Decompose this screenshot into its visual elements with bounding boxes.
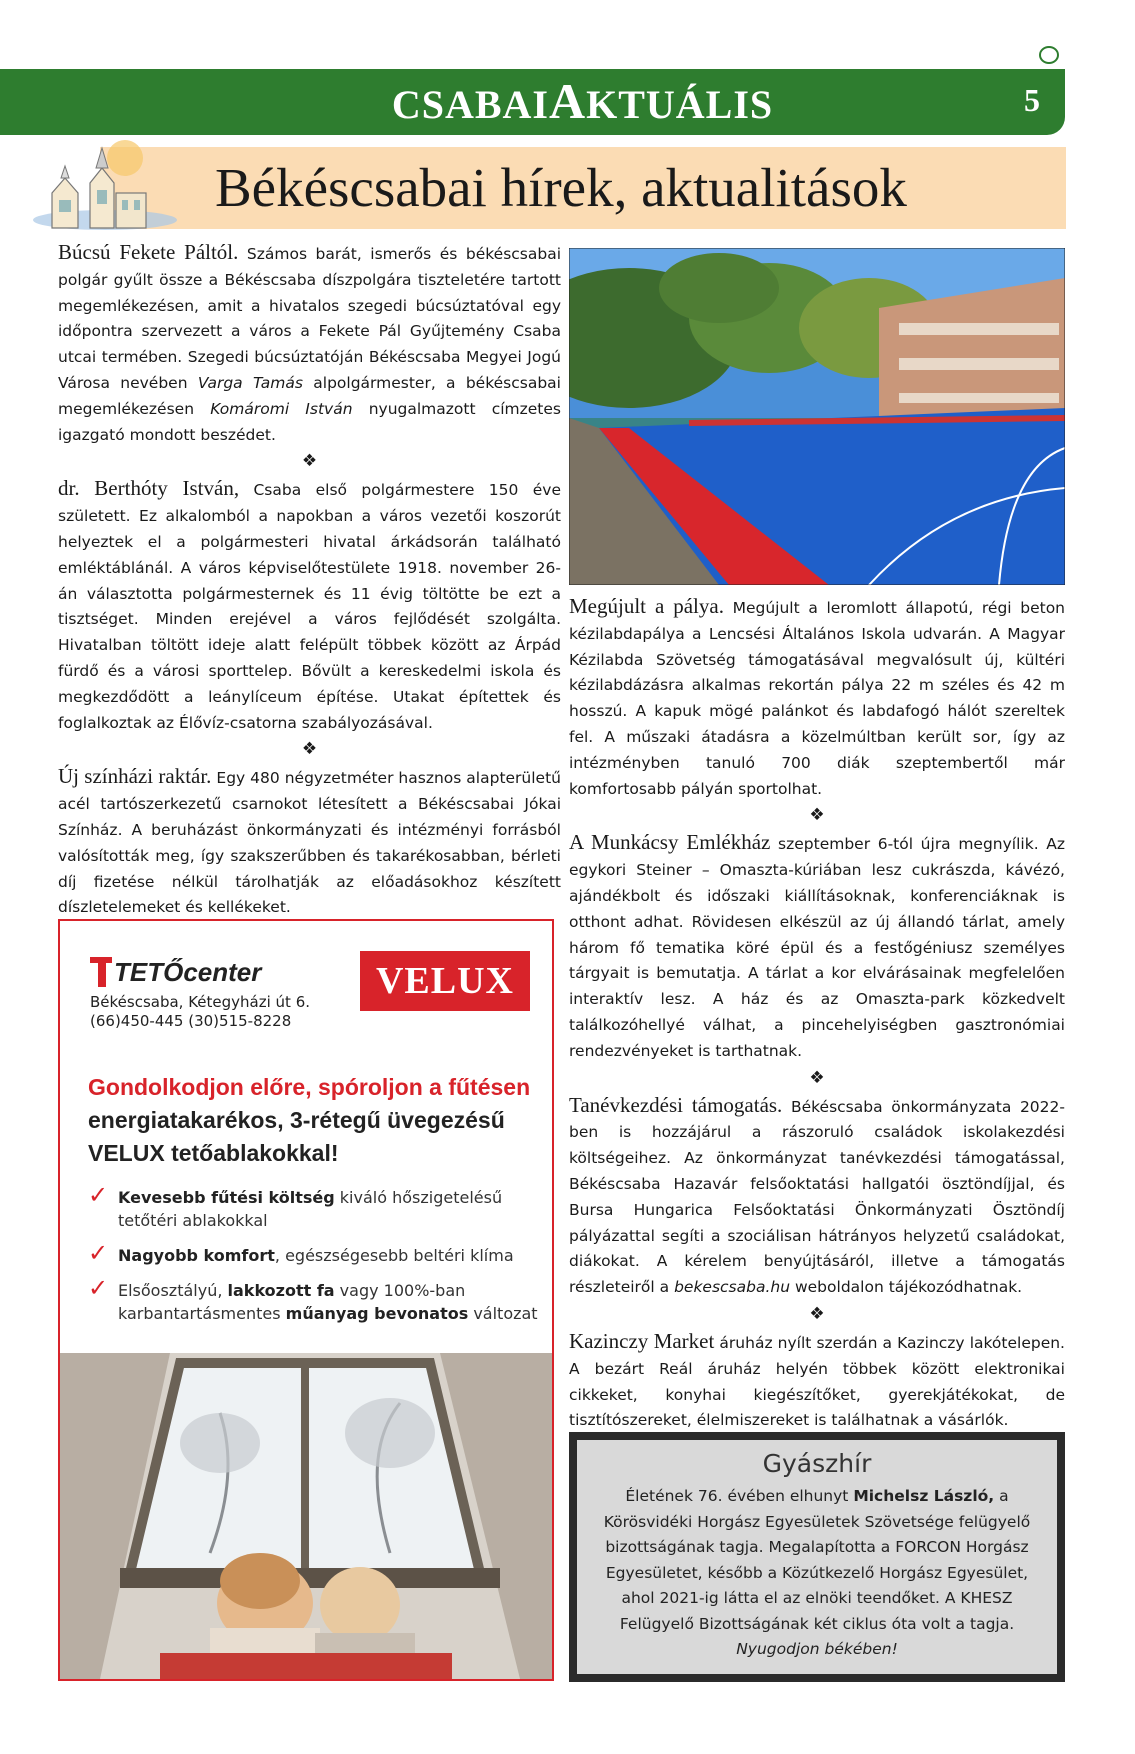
left-column <box>58 240 561 921</box>
obituary-title: Gyászhír <box>762 1449 872 1478</box>
benefit-text: kiváló hőszigetelésű tetőtéri ablakokkal <box>118 1188 503 1230</box>
obituary-content <box>577 1440 1057 1674</box>
article-text: Egy 480 négyzetméter hasznos alapterületű acél tartószerkezetű csarnokot létesített a Békéscsabai Jókai Színház. A beruházást önkormányzati és intézményi forrásból valósították meg, így szakszerűbben és takarékosabban, bérleti díj fizetése nélkül tárolhatják az előadásokhoz készített díszletelemeket és kellékeket. <box>58 769 561 917</box>
brand-small: CSABAI <box>391 82 549 127</box>
obituary-closing: Nyugodjon békében! <box>736 1640 898 1658</box>
separator-icon: ❖ <box>301 739 318 760</box>
website-link[interactable]: bekescsaba.hu <box>674 1278 791 1297</box>
velux-logo: VELUX <box>360 951 530 1011</box>
ad-phone: (66)450-445 (30)515-8228 <box>90 1012 292 1030</box>
list-item <box>88 1274 538 1325</box>
handball-court-photo <box>569 248 1065 585</box>
ad-contact <box>90 993 310 1031</box>
separator-icon: ❖ <box>809 805 825 826</box>
article-text: szeptember 6-tól újra megnyílik. Az egykori Steiner – Omaszta-kúriában lesz cukrászda, kávézó, ajándékbolt és időszaki kiállításoknak, konferenciáknak is otthont adhat. Rövidesen elkészül az új állandó tárlat, amely három fő tematika köré épül és a festőgéniusz személyes tárgyait is bemutatja. A tárlat a kor elvárásainak megfelelően interaktív lesz. A ház és az Omaszta-park közkedvelt találkozóhellyé válhat, a pincehelyiségben gasztronómiai rendezvényeket is tarthatnak. <box>569 835 1065 1060</box>
brand-rest: KTUÁLIS <box>586 82 774 127</box>
brand-initial: A <box>548 73 587 129</box>
obituary-body: a Körösvidéki Horgász Egyesületek Szövetsége felügyelő bizottságának tagja. Megalapította a FORCON Horgász Egyesületet, később a Közútkezelő Horgász Egyesület, ahol 2021-ig látta el az elnöki teendőket. A KHESZ Felügyelő Bizottságának két ciklus óta volt a tagja. <box>603 1487 1031 1633</box>
article-lead: Új színházi raktár. <box>58 764 212 789</box>
benefit-bold: Kevesebb fűtési költség <box>118 1188 335 1207</box>
article-kazinczy-market <box>569 1329 1065 1434</box>
article-berthoty <box>58 476 561 736</box>
page-number: 5 <box>1024 82 1040 118</box>
person-name: Varga Tamás <box>197 373 303 392</box>
person-name: Komáromi István <box>210 399 353 418</box>
article-text: áruház nyílt szerdán a Kazinczy lakótelepen. A bezárt Reál áruház helyén többek között elektronikai cikkeket, konyhai kiegészítőket, gyerekjátékokat, de tisztítószereket, élelmiszereket is találhatnak a vásárlók. <box>569 1333 1065 1430</box>
tetocenter-logo-text: TETŐcenter <box>114 957 262 987</box>
right-column <box>569 594 1065 1434</box>
ad-benefits-list <box>88 1181 538 1337</box>
article-lead: Kazinczy Market <box>569 1328 715 1353</box>
article-munkacsy-emlekhaz <box>569 830 1065 1064</box>
article-text: nyugalmazott címzetes igazgató mondott beszédet. <box>58 399 561 444</box>
benefit-bold: lakkozott fa <box>227 1281 335 1300</box>
article-megujult-palya <box>569 594 1065 802</box>
ad-address: Békéscsaba, Kétegyházi út 6. <box>90 993 311 1011</box>
publication-title <box>0 72 1135 130</box>
article-lead: dr. Berthóty István, <box>58 476 240 501</box>
article-lead: Tanévkezdési támogatás. <box>569 1092 783 1117</box>
check-icon: ✓ <box>88 1274 109 1302</box>
benefit-text: vagy 100%-ban karbantartásmentes <box>118 1281 466 1323</box>
check-icon: ✓ <box>88 1239 109 1267</box>
article-tanevkezdes <box>569 1093 1065 1301</box>
list-item <box>88 1239 538 1267</box>
article-text: Békéscsaba önkormányzata 2022-ben is hozzájárul a rászoruló családok iskolakezdési költségeihez. Az önkormányzat tanévkezdési támogatással, Békéscsaba Hazavár felsőoktatási hallgatói ösztöndíjjal, és Bursa Hungarica Felsőoktatási Önkormányzati Ösztöndíj pályázattal segíti a szociálisan hátrányos helyzetű családokat, diákokat. A kérelem benyújtásáról, illetve a támogatás részleteiről a <box>569 1097 1065 1297</box>
obituary-name: Michelsz László, <box>853 1487 995 1505</box>
children-at-window-photo <box>60 1353 552 1679</box>
tetocenter-logo <box>90 951 290 991</box>
benefit-bold: műanyag bevonatos <box>285 1304 469 1323</box>
benefit-text: változat <box>468 1304 538 1323</box>
article-fekete-pal <box>58 240 561 448</box>
benefit-bold: Nagyobb komfort <box>118 1246 275 1265</box>
separator-icon: ❖ <box>301 451 318 472</box>
ad-headline <box>88 1071 538 1170</box>
ad-headline-dark: energiatakarékos, 3-rétegű üvegezésű VELUX tetőablakokkal! <box>88 1107 505 1166</box>
article-text: alpolgármester, a békéscsabai megemlékezésen <box>58 373 561 418</box>
obituary-text-pre: Életének 76. évében elhunyt <box>625 1487 854 1505</box>
benefit-text: , egészségesebb beltéri klíma <box>274 1246 514 1265</box>
obituary-box <box>569 1432 1065 1682</box>
article-lead: A Munkácsy Emlékház <box>569 830 771 855</box>
article-text: weboldalon tájékozódhatnak. <box>790 1278 1023 1297</box>
article-text: Számos barát, ismerős és békéscsabai polgár gyűlt össze a Békéscsaba díszpolgára tiszteletére tartott megemlékezésen, amit a hivatalos szegedi búcsúztatóval egy időpontra szervezett a város a Fekete Pál Gyűjtemény Csaba utcai termében. Szegedi búcsúztatóján Békéscsaba Megyei Jogú Városa nevében <box>58 245 562 392</box>
corner-swirl-icon <box>1039 46 1059 64</box>
separator-icon: ❖ <box>809 1303 825 1324</box>
article-szinhazi-raktar <box>58 764 561 921</box>
check-icon: ✓ <box>88 1181 109 1209</box>
article-text: Csaba első polgármestere 150 éve született. Ez alkalomból a napokban a város vezetői koszorút helyeztek el a polgármesteri hivatal árkádsorán található emléktáblánál. A város képviselőtestülete 1918. november 26-án választotta polgármesternek és 11 évig töltötte be ezt a tisztséget. Minden erejével a város fejlődését szolgálta. Hivatalban töltött ideje alatt felépült többek között az Árpád fürdő és a városi sporttelep. Bővült a kereskedelmi iskola és megkezdődött a leánylíceum építése. Utakat építettek és foglalkoztak az Élővíz-csatorna szabályozásával. <box>58 481 561 732</box>
separator-icon: ❖ <box>809 1067 825 1088</box>
list-item <box>88 1181 538 1232</box>
section-title: Békéscsabai hírek, aktualitások <box>215 157 907 218</box>
velux-advertisement <box>58 919 554 1681</box>
ad-headline-red: Gondolkodjon előre, spóroljon a fűtésen <box>88 1074 531 1100</box>
article-lead: Megújult a pálya. <box>569 594 724 618</box>
article-text: Megújult a leromlott állapotú, régi beton kézilabdapálya a Lencsési Általános Iskola udvarán. A Magyar Kézilabda Szövetség támogatásával megvalósult új, kültéri kézilabdázásra alkalmas rekortán pálya 22 m széles és 42 m hosszú. A kapuk mögé palánkot és labdafogó hálót szereltek fel. A műszaki átadásra a közelmúltban került sor, így az intézményben tanuló 700 diák szeptembertől már komfortosabb pályán sportolhat. <box>569 599 1066 798</box>
church-illustration-icon <box>30 138 180 233</box>
article-lead: Búcsú Fekete Páltól. <box>58 240 239 264</box>
benefit-text: Elsőosztályú, <box>118 1281 228 1300</box>
obituary-text <box>591 1484 1043 1637</box>
